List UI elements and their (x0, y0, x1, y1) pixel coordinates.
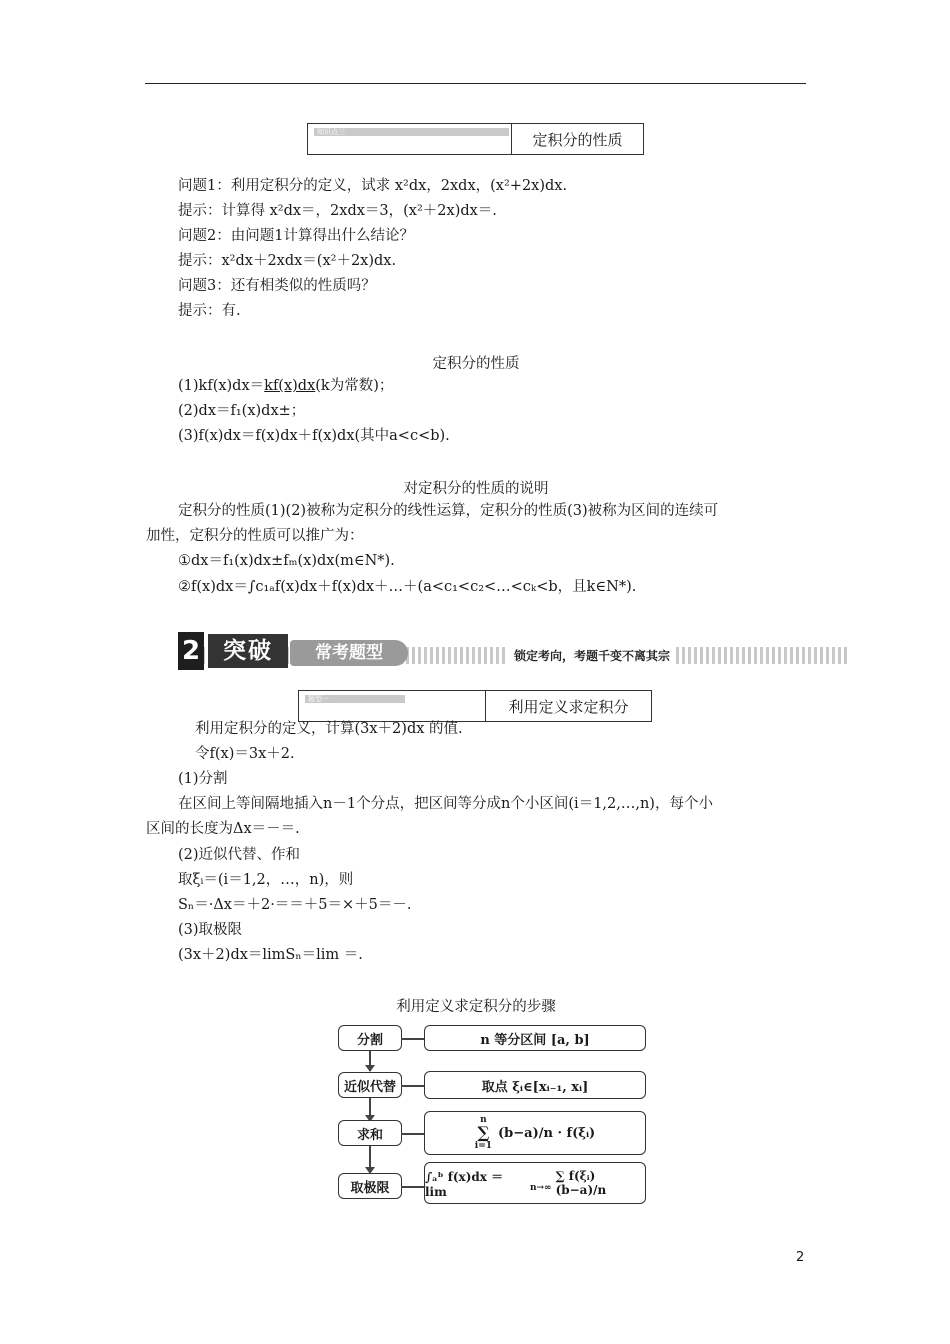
step-3-line-1: (3x＋2)dx＝limSₙ＝lim ＝. (178, 947, 363, 963)
explanation-heading: 对定积分的性质的说明 (403, 481, 549, 497)
step-3-heading: (3)取极限 (178, 922, 243, 938)
flow-step-approximate: 近似代替 (338, 1072, 402, 1098)
section-tag-label: 知识点三 (317, 128, 345, 136)
explanation-item-1: ①dx＝f₁(x)dx±fₘ(x)dx(m∈N*). (178, 553, 395, 569)
flow-connector-1 (369, 1050, 371, 1066)
flow-link-4 (401, 1186, 424, 1188)
banner-main-title: 突破 (208, 634, 288, 668)
property-1-underlined: kf(x)dx (264, 378, 316, 394)
property-1 (178, 376, 393, 396)
sum-expression: (b−a)/n · f(ξᵢ) (498, 1125, 596, 1141)
example-let: 令f(x)＝3x＋2. (195, 746, 295, 762)
banner-number: 2 (178, 632, 204, 670)
step-1-line-2: 区间的长度为Δx＝－＝. (146, 821, 300, 837)
step-2-heading: (2)近似代替、作和 (178, 847, 301, 863)
step-1-heading: (1)分割 (178, 771, 228, 787)
question-1: 问题1：利用定积分的定义，试求 x²dx，2xdx，(x²+2x)dx. (178, 178, 568, 194)
flow-detail-approximate: 取点 ξᵢ∈[xᵢ₋₁, xᵢ] (424, 1071, 646, 1099)
section-title-box (307, 123, 644, 155)
flow-connector-3 (369, 1145, 371, 1169)
limit-subscript: n→∞ (529, 1183, 552, 1193)
flow-step-limit: 取极限 (338, 1173, 402, 1199)
type-title-box (298, 690, 652, 722)
banner-slogan: 锁定考向，考题千变不离其宗 (508, 647, 676, 665)
step-1-line-1: 在区间上等间隔地插入n－1个分点，把区间等分成n个小区间(i＝1,2,…,n)，每个小 (178, 796, 713, 812)
flow-link-1 (401, 1038, 424, 1040)
flow-detail-divide: n 等分区间 [a, b] (424, 1025, 646, 1051)
example-problem: 利用定积分的定义，计算(3x＋2)dx 的值. (195, 721, 463, 737)
flow-detail-sum (424, 1111, 646, 1155)
type-title: 利用定义求定积分 (485, 691, 651, 721)
flowchart-heading: 利用定义求定积分的步骤 (396, 999, 556, 1015)
property-2: (2)dx＝f₁(x)dx±； (178, 403, 306, 419)
hint-2: 提示：x²dx＋2xdx＝(x²＋2x)dx. (178, 253, 397, 269)
explanation-line-2: 加性，定积分的性质可以推广为： (146, 528, 364, 544)
flow-arrow-1 (365, 1065, 375, 1072)
explanation-item-2: ②f(x)dx＝∫c₁ₐf(x)dx＋f(x)dx＋…＋(a<c₁<c₂<…<cₖ<b，且k∈N*). (178, 579, 637, 595)
flow-step-divide: 分割 (338, 1025, 402, 1051)
type-tag (299, 691, 485, 721)
question-2: 问题2：由问题1计算得出什么结论？ (178, 228, 414, 244)
section-tag (308, 124, 511, 154)
sum-lower-limit: i=1 (474, 1141, 493, 1151)
flow-step-sum: 求和 (338, 1120, 402, 1146)
section-banner (178, 632, 848, 674)
integral-expression: ∫ₐᵇ f(x)dx ＝ lim (425, 1169, 504, 1199)
limit-expression: ∑ f(ξᵢ)(b−a)/n (555, 1169, 607, 1197)
property-1-post: (k为常数)； (315, 378, 394, 394)
flow-link-2 (401, 1085, 424, 1087)
header-rule (145, 83, 806, 84)
flow-connector-2 (369, 1096, 371, 1116)
property-3: (3)f(x)dx＝f(x)dx＋f(x)dx(其中a<c<b). (178, 428, 450, 444)
flow-detail-limit (424, 1162, 646, 1204)
section-title: 定积分的性质 (511, 124, 643, 154)
type-tag-label: 题型一 (308, 695, 329, 703)
sum-upper-limit: n (480, 1115, 487, 1125)
banner-subtitle: 常考题型 (290, 640, 408, 666)
property-1-pre: (1)kf(x)dx＝ (178, 378, 265, 394)
sigma-icon: ∑ (477, 1123, 490, 1142)
question-3: 问题3：还有相类似的性质吗？ (178, 278, 376, 294)
step-2-line-2: Sₙ＝·Δx＝＋2·＝＝＋5＝×＋5＝－. (178, 897, 412, 913)
explanation-line-1: 定积分的性质(1)(2)被称为定积分的线性运算，定积分的性质(3)被称为区间的连续可 (178, 503, 719, 519)
hint-3: 提示：有. (178, 303, 241, 319)
page-number: 2 (796, 1250, 805, 1265)
step-2-line-1: 取ξᵢ＝(i＝1,2，…，n)，则 (178, 872, 354, 888)
flow-link-3 (401, 1133, 424, 1135)
hint-1: 提示：计算得 x²dx＝，2xdx＝3，(x²＋2x)dx＝. (178, 203, 497, 219)
properties-heading: 定积分的性质 (432, 356, 520, 372)
